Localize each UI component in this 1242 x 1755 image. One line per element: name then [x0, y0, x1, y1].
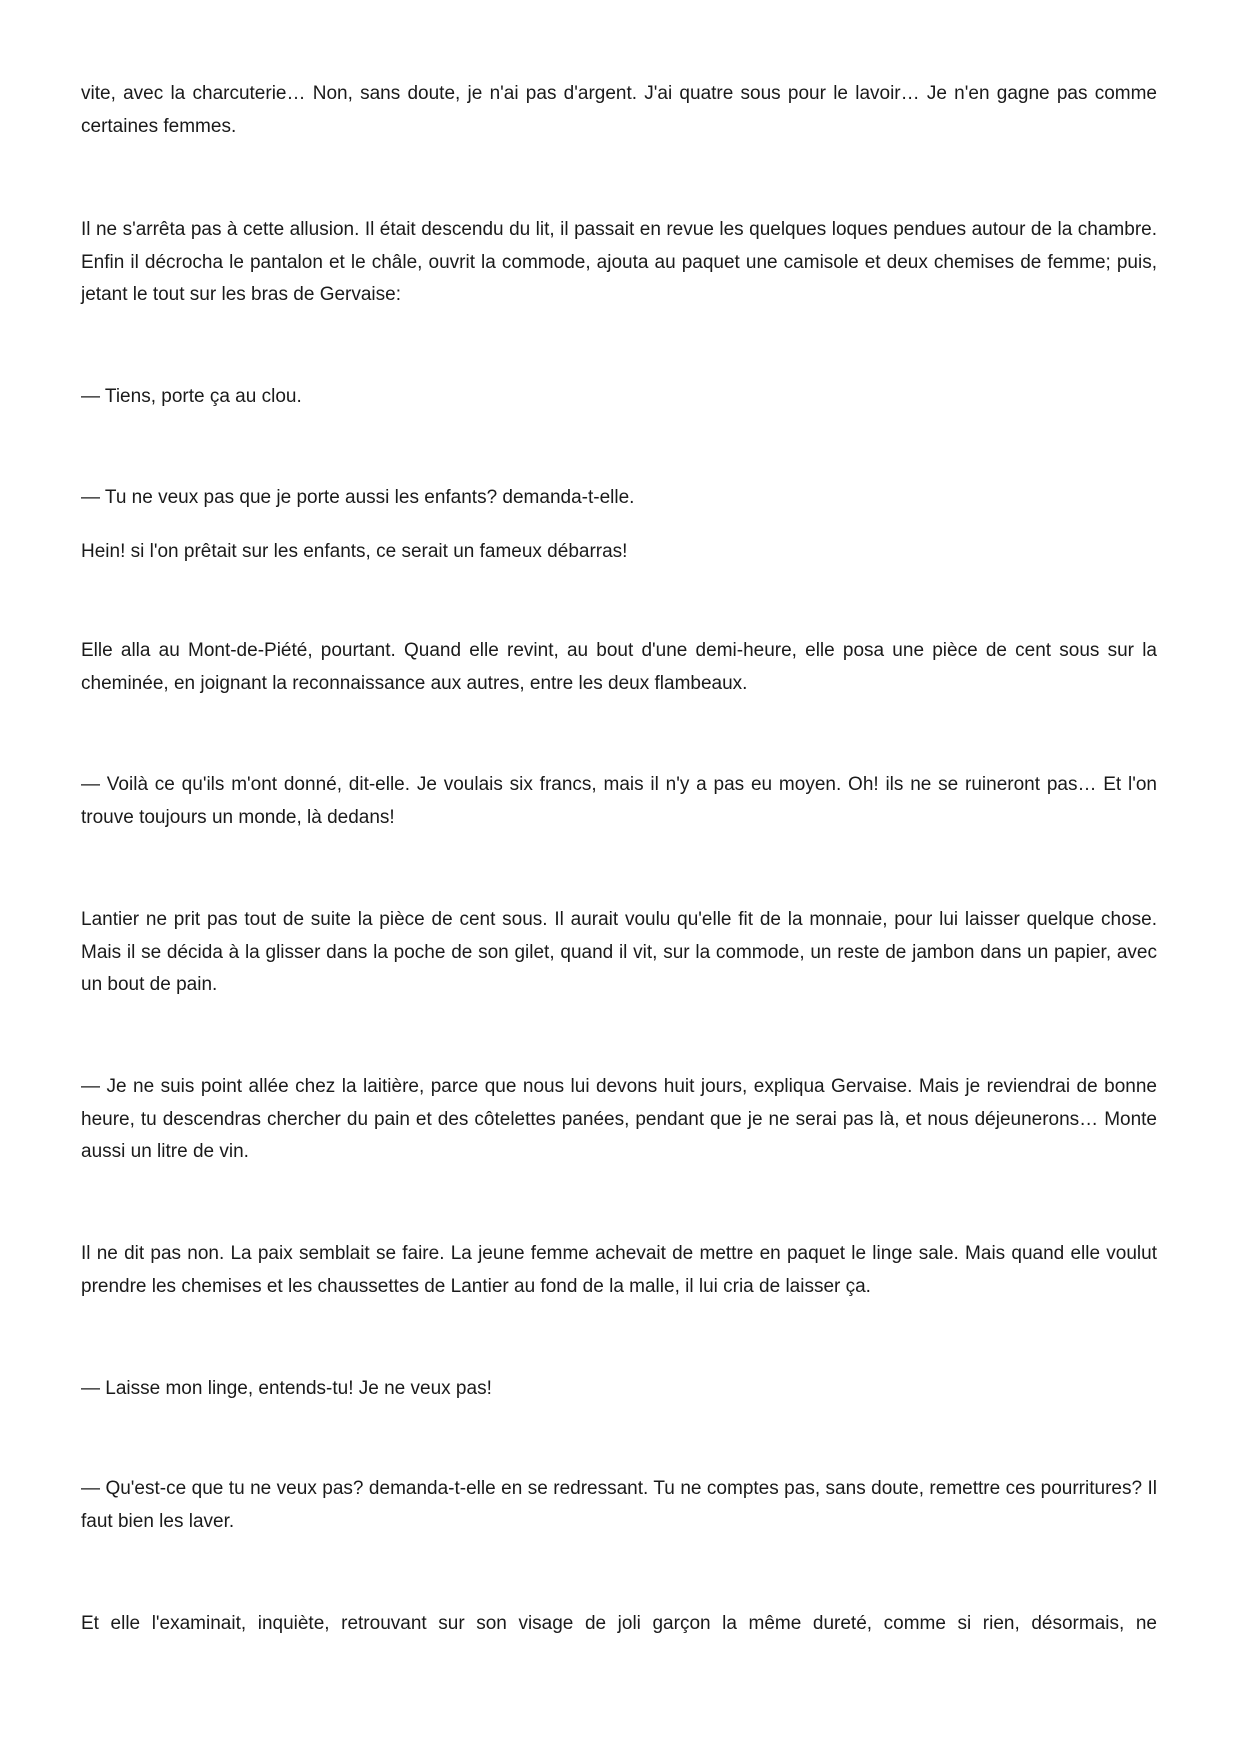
paragraph-1: vite, avec la charcuterie… Non, sans doute, je n'ai pas d'argent. J'ai quatre sous pour le lavoir… Je n'en gagne pas comme certaines femmes. [81, 83, 1157, 137]
paragraph-11: — Laisse mon linge, entends-tu! Je ne veux pas! [81, 1378, 492, 1399]
paragraph-2: Il ne s'arrêta pas à cette allusion. Il était descendu du lit, il passait en revue les quelques loques pendues autour de la chambre. Enfin il décrocha le pantalon et le châle, ouvrit la commode, ajouta au paquet une camisole et deux chemises de femme; puis, jetant le tout sur les bras de Gervaise: [81, 219, 1157, 305]
paragraph-6: Elle alla au Mont-de-Piété, pourtant. Quand elle revint, au bout d'une demi-heure, elle posa une pièce de cent sous sur la cheminée, en joignant la reconnaissance aux autres, entre les deux flambeaux. [81, 640, 1157, 694]
paragraph-4: — Tu ne veux pas que je porte aussi les enfants? demanda-t-elle. [81, 487, 635, 508]
paragraph-5: Hein! si l'on prêtait sur les enfants, ce serait un fameux débarras! [81, 541, 628, 562]
paragraph-9: — Je ne suis point allée chez la laitière, parce que nous lui devons huit jours, expliqua Gervaise. Mais je reviendrai de bonne heure, tu descendras chercher du pain et des côtelettes panées, pendant que je ne serai pas là, et nous déjeunerons… Monte aussi un litre de vin. [81, 1076, 1157, 1162]
paragraph-7: — Voilà ce qu'ils m'ont donné, dit-elle. Je voulais six francs, mais il n'y a pas eu moyen. Oh! ils ne se ruineront pas… Et l'on trouve toujours un monde, là dedans! [81, 774, 1157, 828]
paragraph-12: — Qu'est-ce que tu ne veux pas? demanda-t-elle en se redressant. Tu ne comptes pas, sans doute, remettre ces pourritures? Il faut bien les laver. [81, 1478, 1157, 1532]
paragraph-8: Lantier ne prit pas tout de suite la pièce de cent sous. Il aurait voulu qu'elle fit de la monnaie, pour lui laisser quelque chose. Mais il se décida à la glisser dans la poche de son gilet, quand il vit, sur la commode, un reste de jambon dans un papier, avec un bout de pain. [81, 909, 1157, 995]
paragraph-3: — Tiens, porte ça au clou. [81, 386, 302, 407]
paragraph-13: Et elle l'examinait, inquiète, retrouvant sur son visage de joli garçon la même dureté, comme si rien, désormais, ne [81, 1613, 1157, 1634]
paragraph-10: Il ne dit pas non. La paix semblait se faire. La jeune femme achevait de mettre en paquet le linge sale. Mais quand elle voulut prendre les chemises et les chaussettes de Lantier au fond de la malle, il lui cria de laisser ça. [81, 1243, 1157, 1297]
